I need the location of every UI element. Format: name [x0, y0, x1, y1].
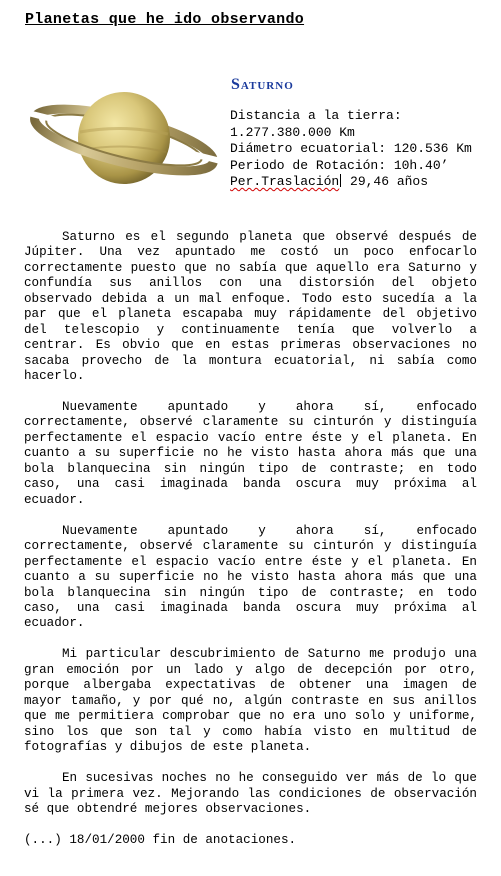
planet-name: Saturno [231, 76, 294, 93]
fact-distance: Distancia a la tierra: [230, 108, 402, 123]
page-title: Planetas que he ido observando [25, 11, 305, 28]
fact-distance-value: 1.277.380.000 Km [230, 124, 355, 140]
paragraph: Saturno es el segundo planeta que observé después de Júpiter. Una vez apuntado me costó un poco enfocarlo correctamente puesto que no sabía que aquello era Saturno y confundía sus anillos con una distorsión del objeto observado debida a un mal enfoque. Todo esto sucedía a la par que el planeta escapaba muy rápidamente del objetivo del telescopio y continuamente tenía que volverlo a centrar. Es obvio que en estas primeras observaciones no sacaba provecho de la montura ecuatorial, ni sabía como hacerlo. [24, 230, 477, 384]
closing-note: (...) 18/01/2000 fin de anotaciones. [24, 832, 297, 847]
paragraph: En sucesivas noches no he conseguido ver más de lo que vi la primera vez. Mejorando las condiciones de observación sé que obtendré mejores observaciones. [24, 771, 477, 816]
spellcheck-label: Per.Traslación [230, 174, 340, 189]
paragraph: Mi particular descubrimiento de Saturno me produjo una gran emoción por un lado y algo de decepción por otro, porque albergaba expectativas de obtener una imagen de mayor tamaño, y por qué no, algún contraste en sus anillos que me permitiera comprobar que no era uno solo y uniforme, sino los que son tal y como había visto en multitud de fotografías y dibujos de este planeta. [24, 647, 477, 755]
paragraph: Nuevamente apuntado y ahora sí, enfocado correctamente, observé claramente su cinturón y distinguía perfectamente el espacio vacío entre éste y el planeta. En cuanto a su superficie no he visto hasta ahora más que una bola blanquecina sin ningún tipo de contraste; en todo caso, una casi imaginada banda oscura muy próxima al ecuador. [24, 523, 477, 631]
planet-facts [230, 108, 472, 191]
fact-diameter: Diámetro ecuatorial: 120.536 Km [230, 141, 472, 156]
fact-rotation: Periodo de Rotación: 10h.40’ [230, 157, 449, 173]
fact-translation: Per.Traslación 29,46 años [230, 174, 429, 189]
saturn-planet-icon [28, 82, 220, 198]
paragraph: Nuevamente apuntado y ahora sí, enfocado correctamente, observé claramente su cinturón y distinguía perfectamente el espacio vacío entre éste y el planeta. En cuanto a su superficie no he visto hasta ahora más que una bola blanquecina sin ningún tipo de contraste; en todo caso, una casi imaginada banda oscura muy próxima al ecuador. [24, 400, 477, 507]
observation-notes [24, 230, 477, 864]
